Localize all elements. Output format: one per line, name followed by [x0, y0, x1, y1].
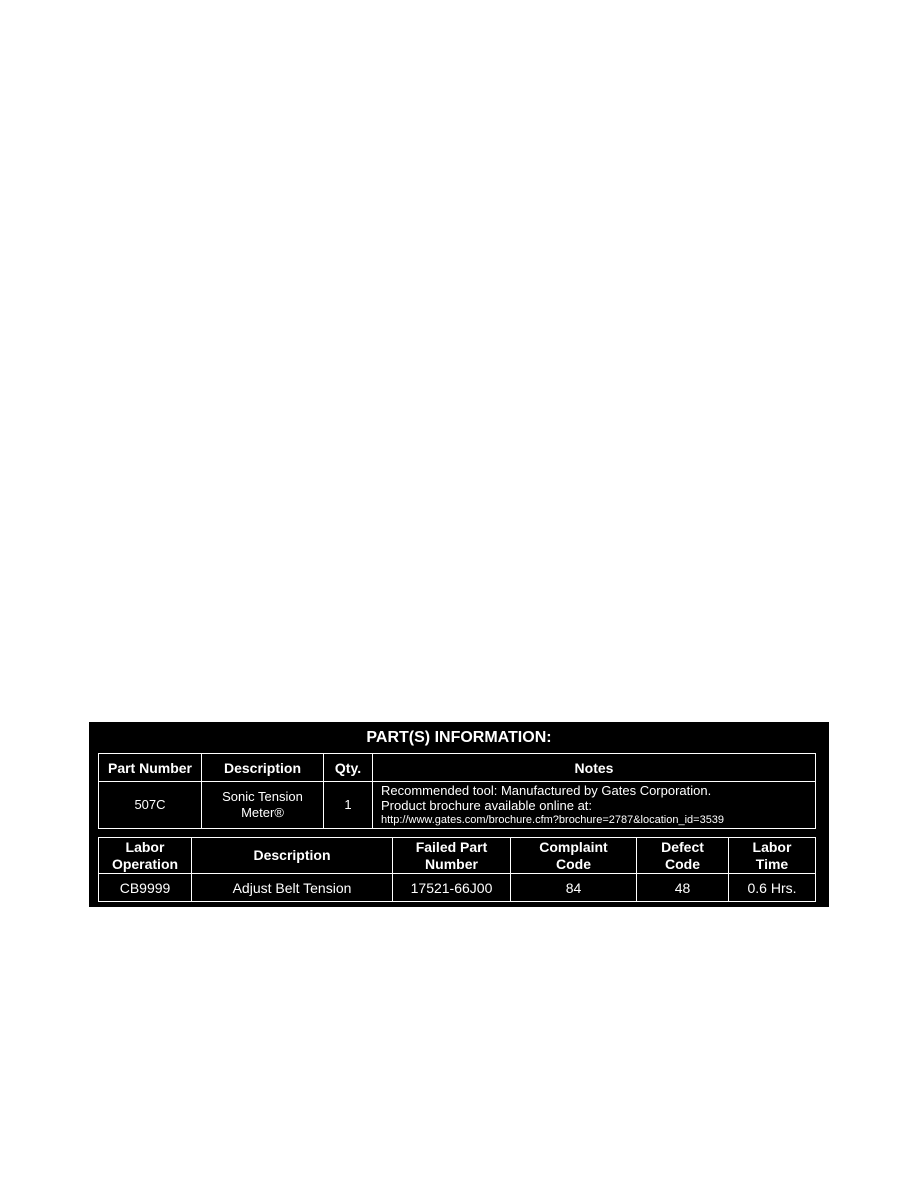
cell-part-number: 507C [99, 782, 202, 829]
parts-header-row [99, 754, 816, 782]
header-failed-part-line-1: Failed Part [415, 838, 488, 855]
header-defect-line-2: Code [665, 855, 700, 872]
cell-complaint-code: 84 [511, 874, 637, 902]
header-failed-part-line-2: Number [425, 855, 478, 872]
header-labor-operation-line-1: Labor [125, 838, 165, 855]
cell-defect-code: 48 [637, 874, 729, 902]
header-complaint-line-1: Complaint [539, 838, 608, 855]
header-labor-time-line-2: Time [755, 855, 789, 872]
table-row [99, 782, 816, 829]
description-line-1: Sonic Tension [222, 789, 303, 804]
cell-labor-time: 0.6 Hrs. [729, 874, 816, 902]
cell-labor-operation: CB9999 [99, 874, 192, 902]
header-qty: Qty. [324, 754, 373, 782]
header-labor-operation [99, 838, 192, 874]
header-complaint-line-2: Code [556, 855, 591, 872]
header-notes: Notes [373, 754, 816, 782]
header-description: Description [202, 754, 324, 782]
labor-table [98, 837, 816, 902]
header-complaint-code [511, 838, 637, 874]
notes-line-1: Recommended tool: Manufactured by Gates Corporation. [381, 782, 712, 798]
header-labor-time [729, 838, 816, 874]
cell-labor-description: Adjust Belt Tension [192, 874, 393, 902]
notes-url: http://www.gates.com/brochure.cfm?brochure=2787&location_id=3539 [381, 813, 725, 826]
panel-title: PART(S) INFORMATION: [366, 729, 552, 746]
header-failed-part-number [393, 838, 511, 874]
notes-line-2: Product brochure available online at: [381, 797, 593, 813]
parts-information-panel [89, 722, 829, 907]
cell-description [202, 782, 324, 829]
parts-table [98, 753, 816, 829]
cell-notes [373, 782, 816, 829]
header-defect-code [637, 838, 729, 874]
table-row [99, 874, 816, 902]
header-labor-time-line-1: Labor [752, 838, 792, 855]
cell-qty: 1 [324, 782, 373, 829]
labor-header-row [99, 838, 816, 874]
header-defect-line-1: Defect [661, 838, 704, 855]
header-part-number: Part Number [99, 754, 202, 782]
cell-failed-part-number: 17521-66J00 [393, 874, 511, 902]
description-line-2: Meter® [241, 805, 284, 820]
header-labor-description: Description [192, 838, 393, 874]
header-labor-operation-line-2: Operation [111, 855, 179, 872]
